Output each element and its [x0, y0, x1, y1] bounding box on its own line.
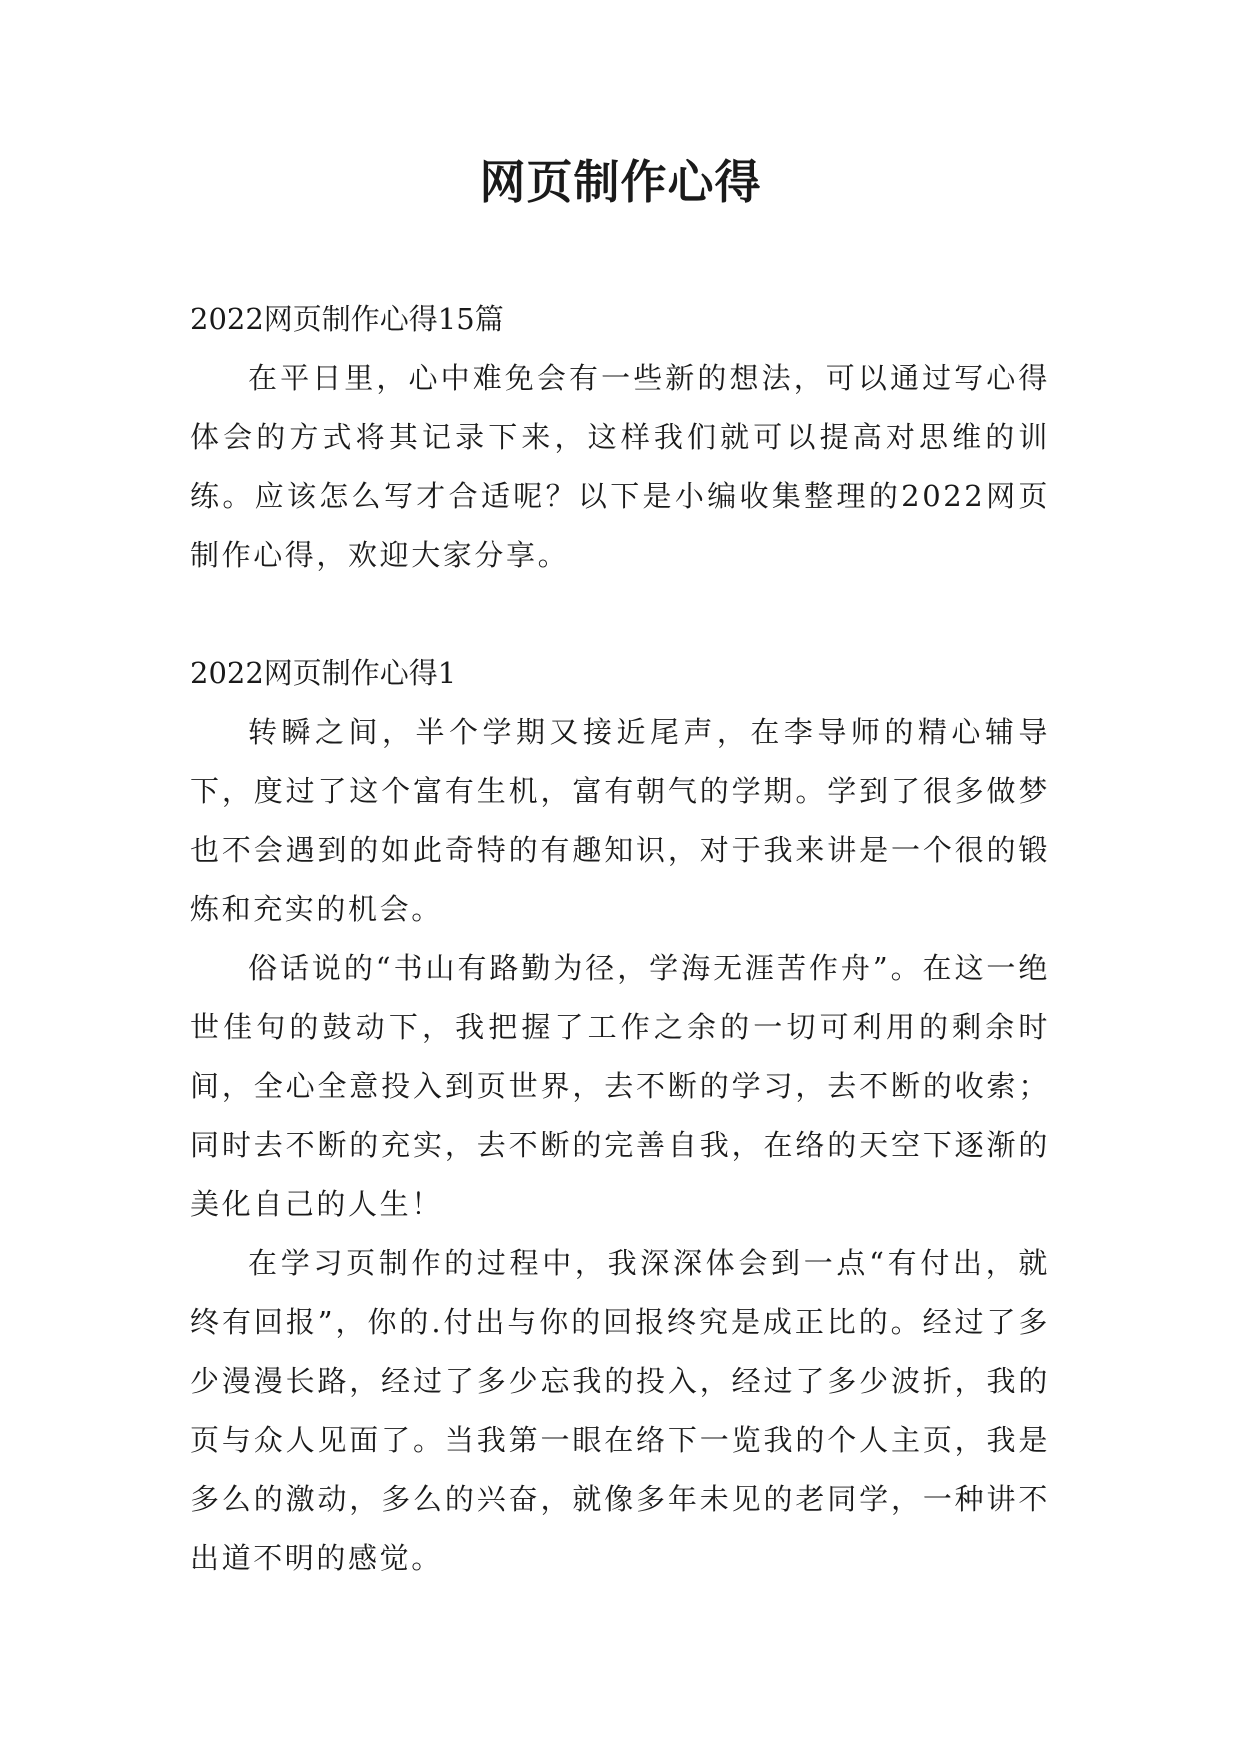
section-spacer — [190, 585, 1050, 644]
section-heading: 2022网页制作心得1 — [190, 656, 457, 690]
intro-paragraph: 在平日里，心中难免会有一些新的想法，可以通过写心得体会的方式将其记录下来，这样我们就可以提高对思维的训练。应该怎么写才合适呢？以下是小编收集整理的2022网页制作心得，欢迎大家分享。 — [190, 361, 1050, 572]
body-paragraph: 在学习页制作的过程中，我深深体会到一点“有付出，就终有回报”，你的.付出与你的回报终究是成正比的。经过了多少漫漫长路，经过了多少忘我的投入，经过了多少波折，我的页与众人见面了。当我第一眼在络下一览我的个人主页，我是多么的激动，多么的兴奋，就像多年未见的老同学，一种讲不出道不明的感觉。 — [190, 1246, 1050, 1575]
document-subtitle: 2022网页制作心得15篇 — [190, 302, 504, 336]
document-body — [190, 290, 1050, 1588]
page-title: 网页制作心得 — [479, 155, 762, 209]
body-paragraph: 俗话说的“书山有路勤为径，学海无涯苦作舟”。在这一绝世佳句的鼓动下，我把握了工作之余的一切可利用的剩余时间，全心全意投入到页世界，去不断的学习，去不断的收索；同时去不断的充实，去不断的完善自我，在络的天空下逐渐的美化自己的人生！ — [190, 951, 1050, 1221]
body-paragraph: 转瞬之间，半个学期又接近尾声，在李导师的精心辅导下，度过了这个富有生机，富有朝气的学期。学到了很多做梦也不会遇到的如此奇特的有趣知识，对于我来讲是一个很的锻炼和充实的机会。 — [190, 715, 1050, 926]
